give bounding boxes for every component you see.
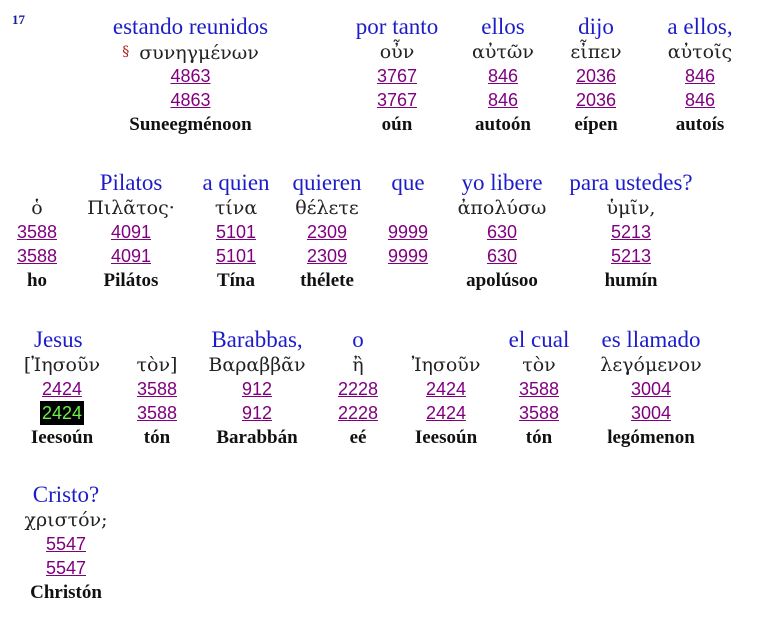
strong-number-link[interactable]: 846 (684, 90, 716, 110)
strong-number-link[interactable]: 4863 (170, 90, 211, 110)
spanish-word: dijo (578, 14, 614, 39)
strong-number-link[interactable]: 3588 (518, 379, 560, 399)
spanish-word (126, 327, 188, 353)
greek-word: ὑμῖν, (606, 197, 656, 219)
word-column (126, 327, 188, 451)
strong-number-link[interactable]: 9999 (387, 246, 429, 266)
greek-word: [Ἰησοῦν (23, 354, 101, 376)
section-marker: § (122, 44, 130, 60)
spanish-word: o (352, 327, 364, 352)
spanish-word: para ustedes? (569, 170, 693, 195)
word-column (558, 170, 704, 294)
transliteration: legómenon (607, 427, 695, 448)
word-column (654, 14, 746, 138)
word-column (558, 14, 634, 138)
strong-number-link[interactable]: 2036 (575, 90, 617, 110)
strong-number-link[interactable]: 2424 (41, 379, 83, 399)
transliteration: tón (143, 427, 171, 448)
strong-number-link[interactable]: 2228 (337, 379, 379, 399)
greek-word: § συνηγμένων (122, 42, 259, 64)
strong-number-link[interactable]: 912 (241, 379, 273, 399)
greek-word: τὸν (522, 354, 556, 376)
strong-number-link[interactable]: 5101 (215, 246, 257, 266)
strong-number-link[interactable]: 3588 (16, 246, 58, 266)
transliteration: humín (604, 270, 658, 291)
word-column (200, 327, 314, 451)
greek-word: τίνα (214, 197, 258, 219)
transliteration: eípen (574, 114, 618, 135)
transliteration: thélete (300, 270, 354, 291)
spanish-word: Jesus (34, 327, 83, 352)
spanish-word: por tanto (355, 14, 439, 39)
spanish-word (398, 327, 494, 353)
strong-number-link[interactable]: 2424 (425, 403, 467, 423)
greek-word (380, 196, 436, 220)
word-column (8, 170, 66, 294)
spanish-word: es llamado (601, 327, 701, 352)
word-column (284, 170, 370, 294)
spanish-word: a ellos, (667, 14, 733, 39)
greek-word: ἢ (352, 354, 364, 376)
greek-word: Πιλᾶτος· (87, 197, 175, 219)
spanish-word: yo libere (461, 170, 543, 195)
word-column (98, 14, 283, 138)
strong-number-link[interactable]: 4091 (110, 246, 152, 266)
word-column (586, 327, 716, 451)
greek-word: τὸν] (136, 354, 178, 376)
spanish-word: Pilatos (99, 170, 163, 195)
transliteration: Christón (30, 582, 102, 603)
strong-number-link[interactable]: 3588 (136, 379, 178, 399)
word-column (84, 170, 178, 294)
spanish-word: Cristo? (32, 482, 100, 507)
greek-word: θέλετε (295, 197, 359, 219)
spanish-word: el cual (508, 327, 570, 352)
spanish-word: a quien (202, 170, 270, 195)
greek-word: χριστόν; (24, 509, 108, 531)
transliteration: ho (26, 270, 48, 291)
strong-number-link[interactable]: 846 (487, 66, 519, 86)
greek-word: Βαραββᾶν (208, 354, 306, 376)
greek-word: λεγόμενον (600, 354, 702, 376)
greek-word: αὐτῶν (472, 41, 534, 63)
strong-number-link[interactable]: 3767 (376, 66, 418, 86)
word-column (326, 327, 390, 451)
transliteration: Ieesoún (30, 427, 94, 448)
transliteration: eé (349, 427, 367, 448)
word-column (450, 170, 554, 294)
strong-number-link[interactable]: 3588 (16, 222, 58, 242)
transliteration: autoón (475, 114, 531, 135)
word-column (195, 170, 277, 294)
transliteration: Suneegménoon (129, 114, 252, 135)
spanish-word: Barabbas, (211, 327, 303, 352)
strong-number-link[interactable]: 9999 (387, 222, 429, 242)
strong-number-link[interactable]: 4863 (170, 66, 211, 86)
strong-number-link[interactable]: 3004 (630, 403, 672, 423)
spanish-word: estando reunidos (112, 14, 269, 39)
strong-number-link[interactable]: 912 (241, 403, 273, 423)
spanish-word: ellos (481, 14, 525, 39)
strong-number-link[interactable]: 3588 (136, 403, 178, 423)
spanish-word (8, 170, 66, 196)
verse-number: 17 (12, 12, 25, 27)
strong-number-link[interactable]: 4091 (110, 222, 152, 242)
strong-number-link[interactable]: 2424 (425, 379, 467, 399)
greek-word: οὖν (379, 41, 415, 63)
strong-number-link[interactable]: 5213 (610, 222, 652, 242)
word-column (14, 327, 110, 451)
strong-number-link[interactable]: 2228 (337, 403, 379, 423)
transliteration: tón (525, 427, 553, 448)
word-column (463, 14, 543, 138)
strong-number-link[interactable]: 3588 (518, 403, 560, 423)
word-column (346, 14, 448, 138)
transliteration: Ieesoún (414, 427, 478, 448)
word-column (380, 170, 436, 294)
strong-number-link[interactable]: 2036 (575, 66, 617, 86)
strong-number-link[interactable]: 3767 (376, 90, 418, 110)
strong-number-link[interactable]: 2309 (306, 222, 348, 242)
greek-word: εἶπεν (570, 41, 622, 63)
greek-word: ὁ (31, 197, 43, 219)
strong-number-link[interactable]: 5547 (45, 534, 87, 554)
transliteration: autoís (675, 114, 725, 135)
transliteration: Pilátos (103, 270, 159, 291)
transliteration: oún (381, 114, 413, 135)
greek-word: Ἰησοῦν (411, 354, 481, 376)
word-column (398, 327, 494, 451)
strong-number-link-highlighted[interactable]: 2424 (41, 403, 83, 423)
word-column (14, 482, 118, 606)
transliteration: Tína (216, 270, 256, 291)
transliteration (380, 268, 436, 294)
strong-number-link[interactable]: 5213 (610, 246, 652, 266)
strong-number-link[interactable]: 2309 (306, 246, 348, 266)
strong-number-link[interactable]: 630 (486, 222, 518, 242)
strong-number-link[interactable]: 5101 (215, 222, 257, 242)
spanish-word: quieren (292, 170, 362, 195)
word-column (500, 327, 578, 451)
transliteration: apolúsoo (466, 270, 538, 291)
strong-number-link[interactable]: 846 (684, 66, 716, 86)
transliteration: Barabbán (216, 427, 298, 448)
strong-number-link[interactable]: 3004 (630, 379, 672, 399)
strong-number-link[interactable]: 630 (486, 246, 518, 266)
spanish-word: que (391, 170, 425, 195)
greek-word: αὐτοῖς (667, 41, 733, 63)
strong-number-link[interactable]: 846 (487, 90, 519, 110)
strong-number-link[interactable]: 5547 (45, 558, 87, 578)
greek-word: ἀπολύσω (457, 197, 547, 219)
